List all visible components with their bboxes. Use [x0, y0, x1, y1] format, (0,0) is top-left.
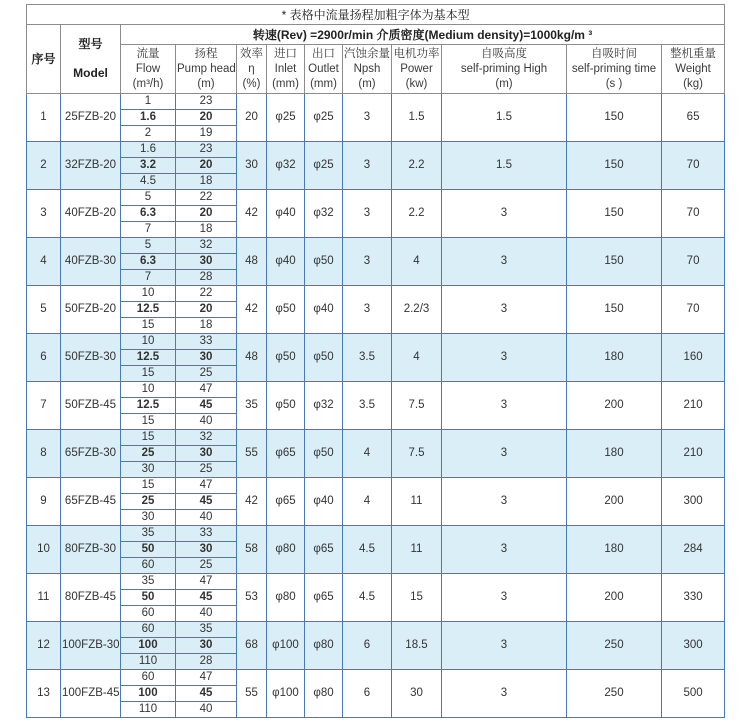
cell-no: 9	[27, 478, 61, 526]
col-header-inlet-en: Inlet	[274, 62, 297, 75]
cell-flow: 10	[121, 334, 176, 350]
cell-npsh: 3.5	[343, 334, 392, 382]
col-header-outlet-unit: (mm)	[310, 77, 337, 90]
cell-inlet: φ65	[267, 430, 305, 478]
cell-flow: 1.6	[121, 142, 176, 158]
model-row-line-1	[27, 238, 725, 254]
col-header-no: 序号	[27, 25, 61, 94]
cell-flow-basic: 12.5	[121, 350, 176, 366]
cell-npsh: 3	[343, 286, 392, 334]
cell-power: 2.2	[392, 142, 442, 190]
col-header-npsh-cn: 汽蚀余量	[344, 47, 390, 60]
model-row-line-1	[27, 526, 725, 542]
cell-head: 33	[176, 526, 237, 542]
cell-head: 40	[176, 606, 237, 622]
cell-npsh: 4	[343, 430, 392, 478]
cell-flow: 7	[121, 222, 176, 238]
cell-model: 65FZB-30	[61, 430, 121, 478]
cell-eta: 35	[237, 382, 267, 430]
cell-flow: 60	[121, 606, 176, 622]
cell-no: 3	[27, 190, 61, 238]
cell-head-basic: 20	[176, 206, 237, 222]
col-header-inlet-unit: (mm)	[272, 77, 299, 90]
cell-power: 4	[392, 334, 442, 382]
cell-inlet: φ40	[267, 238, 305, 286]
cell-head-basic: 45	[176, 590, 237, 606]
table-header	[27, 5, 725, 94]
cell-npsh: 3	[343, 238, 392, 286]
col-header-model-en: Model	[73, 66, 108, 80]
cell-flow: 35	[121, 574, 176, 590]
column-header-row	[27, 45, 725, 94]
col-header-eta-symbol: η	[248, 62, 255, 75]
col-header-eta	[237, 45, 267, 94]
cell-weight: 70	[662, 190, 725, 238]
col-header-priming-time-unit: (s )	[605, 77, 623, 90]
cell-no: 13	[27, 670, 61, 718]
cell-model: 40FZB-30	[61, 238, 121, 286]
col-header-priming-height-unit: (m)	[495, 77, 513, 90]
cell-no: 6	[27, 334, 61, 382]
cell-priming-time: 200	[567, 574, 662, 622]
cell-priming-time: 150	[567, 190, 662, 238]
col-header-outlet-en: Outlet	[308, 62, 339, 75]
cell-flow: 10	[121, 286, 176, 302]
cell-weight: 210	[662, 430, 725, 478]
cell-priming-height: 3	[442, 382, 567, 430]
cell-eta: 55	[237, 430, 267, 478]
pump-spec-table	[26, 4, 725, 718]
cell-head-basic: 45	[176, 686, 237, 702]
cell-eta: 68	[237, 622, 267, 670]
subtitle-row	[27, 25, 725, 45]
cell-outlet: φ65	[305, 526, 343, 574]
cell-head: 18	[176, 174, 237, 190]
col-header-weight-en: Weight	[675, 62, 711, 75]
cell-eta: 48	[237, 334, 267, 382]
cell-priming-time: 250	[567, 670, 662, 718]
cell-flow-basic: 100	[121, 638, 176, 654]
cell-outlet: φ50	[305, 334, 343, 382]
cell-head: 47	[176, 478, 237, 494]
cell-head: 47	[176, 574, 237, 590]
cell-outlet: φ32	[305, 190, 343, 238]
cell-eta: 30	[237, 142, 267, 190]
model-row-line-1	[27, 94, 725, 110]
cell-outlet: φ50	[305, 430, 343, 478]
cell-weight: 210	[662, 382, 725, 430]
model-row-line-1	[27, 430, 725, 446]
table-body	[27, 94, 725, 718]
cell-npsh: 3	[343, 142, 392, 190]
cell-priming-time: 150	[567, 94, 662, 142]
cell-eta: 53	[237, 574, 267, 622]
cell-priming-height: 3	[442, 334, 567, 382]
col-header-inlet-cn: 进口	[274, 47, 297, 60]
col-header-head-unit: (m)	[197, 77, 215, 90]
cell-head-basic: 30	[176, 542, 237, 558]
cell-flow-basic: 50	[121, 542, 176, 558]
cell-head-basic: 45	[176, 494, 237, 510]
cell-npsh: 4.5	[343, 526, 392, 574]
cell-flow: 110	[121, 654, 176, 670]
col-header-priming-height-cn: 自吸高度	[481, 47, 527, 60]
cell-eta: 48	[237, 238, 267, 286]
cell-eta: 42	[237, 286, 267, 334]
cell-head: 47	[176, 670, 237, 686]
model-row-line-1	[27, 286, 725, 302]
cell-flow: 60	[121, 670, 176, 686]
cell-model: 65FZB-45	[61, 478, 121, 526]
cell-flow: 35	[121, 526, 176, 542]
cell-model: 100FZB-30	[61, 622, 121, 670]
cell-power: 11	[392, 526, 442, 574]
cell-priming-time: 250	[567, 622, 662, 670]
cell-power: 11	[392, 478, 442, 526]
cell-flow: 5	[121, 190, 176, 206]
cell-priming-time: 180	[567, 430, 662, 478]
col-header-outlet	[305, 45, 343, 94]
cell-flow: 1	[121, 94, 176, 110]
cell-outlet: φ50	[305, 238, 343, 286]
cell-head: 23	[176, 142, 237, 158]
cell-weight: 284	[662, 526, 725, 574]
cell-power: 7.5	[392, 430, 442, 478]
cell-flow-basic: 6.3	[121, 254, 176, 270]
model-row-line-1	[27, 190, 725, 206]
cell-npsh: 4	[343, 478, 392, 526]
cell-model: 25FZB-20	[61, 94, 121, 142]
cell-model: 32FZB-20	[61, 142, 121, 190]
cell-flow-basic: 1.6	[121, 110, 176, 126]
cell-priming-time: 150	[567, 238, 662, 286]
cell-flow: 15	[121, 414, 176, 430]
cell-npsh: 3	[343, 190, 392, 238]
cell-no: 10	[27, 526, 61, 574]
cell-flow: 10	[121, 382, 176, 398]
cell-priming-height: 3	[442, 478, 567, 526]
cell-flow: 110	[121, 702, 176, 718]
cell-model: 50FZB-20	[61, 286, 121, 334]
cell-flow-basic: 25	[121, 494, 176, 510]
cell-head: 25	[176, 558, 237, 574]
cell-model: 80FZB-45	[61, 574, 121, 622]
cell-head-basic: 20	[176, 302, 237, 318]
col-header-weight-unit: (kg)	[683, 77, 703, 90]
cell-head-basic: 30	[176, 446, 237, 462]
col-header-priming-time	[567, 45, 662, 94]
cell-model: 50FZB-30	[61, 334, 121, 382]
cell-flow: 2	[121, 126, 176, 142]
model-row-line-1	[27, 622, 725, 638]
cell-head-basic: 45	[176, 398, 237, 414]
title-row	[27, 5, 725, 25]
cell-npsh: 6	[343, 622, 392, 670]
cell-flow-basic: 6.3	[121, 206, 176, 222]
cell-head: 32	[176, 238, 237, 254]
col-header-priming-height	[442, 45, 567, 94]
cell-npsh: 4.5	[343, 574, 392, 622]
cell-head-basic: 20	[176, 158, 237, 174]
cell-priming-height: 1.5	[442, 94, 567, 142]
cell-no: 4	[27, 238, 61, 286]
cell-power: 1.5	[392, 94, 442, 142]
cell-flow: 30	[121, 510, 176, 526]
cell-eta: 20	[237, 94, 267, 142]
cell-head: 22	[176, 190, 237, 206]
cell-weight: 70	[662, 286, 725, 334]
cell-priming-time: 150	[567, 286, 662, 334]
model-row-line-1	[27, 142, 725, 158]
cell-priming-time: 200	[567, 382, 662, 430]
cell-no: 2	[27, 142, 61, 190]
col-header-npsh-unit: (m)	[358, 77, 376, 90]
cell-head: 40	[176, 414, 237, 430]
cell-outlet: φ80	[305, 670, 343, 718]
cell-head-basic: 20	[176, 110, 237, 126]
cell-head: 23	[176, 94, 237, 110]
cell-power: 2.2/3	[392, 286, 442, 334]
model-row-line-1	[27, 334, 725, 350]
cell-priming-height: 3	[442, 526, 567, 574]
col-header-flow-unit: (m³/h)	[132, 77, 164, 90]
cell-npsh: 3.5	[343, 382, 392, 430]
col-header-npsh	[343, 45, 392, 94]
cell-flow: 30	[121, 462, 176, 478]
cell-weight: 300	[662, 622, 725, 670]
cell-outlet: φ80	[305, 622, 343, 670]
cell-head: 19	[176, 126, 237, 142]
cell-flow: 7	[121, 270, 176, 286]
cell-flow: 4.5	[121, 174, 176, 190]
cell-priming-height: 3	[442, 286, 567, 334]
cell-weight: 160	[662, 334, 725, 382]
cell-flow-basic: 50	[121, 590, 176, 606]
cell-npsh: 3	[343, 94, 392, 142]
model-row-line-1	[27, 382, 725, 398]
cell-head: 47	[176, 382, 237, 398]
col-header-head	[176, 45, 237, 94]
cell-head: 35	[176, 622, 237, 638]
cell-head: 33	[176, 334, 237, 350]
cell-no: 7	[27, 382, 61, 430]
cell-inlet: φ65	[267, 478, 305, 526]
cell-npsh: 6	[343, 670, 392, 718]
cell-priming-height: 1.5	[442, 142, 567, 190]
cell-inlet: φ50	[267, 334, 305, 382]
cell-head: 22	[176, 286, 237, 302]
cell-flow: 15	[121, 430, 176, 446]
cell-weight: 65	[662, 94, 725, 142]
cell-priming-height: 3	[442, 622, 567, 670]
cell-no: 12	[27, 622, 61, 670]
col-header-inlet	[267, 45, 305, 94]
cell-weight: 330	[662, 574, 725, 622]
model-row-line-1	[27, 478, 725, 494]
cell-model: 100FZB-45	[61, 670, 121, 718]
cell-no: 1	[27, 94, 61, 142]
cell-head: 28	[176, 270, 237, 286]
col-header-eta-unit: (%)	[242, 77, 261, 90]
cell-flow: 60	[121, 622, 176, 638]
col-header-head-en: Pump head	[177, 62, 236, 75]
cell-power: 30	[392, 670, 442, 718]
col-header-power	[392, 45, 442, 94]
rev-density-note: 转速(Rev) =2900r/min 介质密度(Medium density)=1000kg/m ³	[121, 25, 725, 45]
col-header-flow-cn: 流量	[136, 47, 160, 60]
table-title: * 表格中流量扬程加粗字体为基本型	[27, 5, 725, 25]
col-header-head-cn: 扬程	[194, 47, 218, 60]
cell-inlet: φ50	[267, 286, 305, 334]
col-header-power-cn: 电机功率	[393, 47, 440, 60]
cell-flow: 15	[121, 366, 176, 382]
col-header-priming-time-cn: 自吸时间	[591, 47, 637, 60]
cell-no: 11	[27, 574, 61, 622]
cell-priming-height: 3	[442, 430, 567, 478]
model-row-line-1	[27, 670, 725, 686]
cell-head-basic: 30	[176, 350, 237, 366]
cell-outlet: φ65	[305, 574, 343, 622]
cell-inlet: φ50	[267, 382, 305, 430]
cell-weight: 300	[662, 478, 725, 526]
cell-power: 2.2	[392, 190, 442, 238]
cell-priming-time: 150	[567, 142, 662, 190]
col-header-power-en: Power	[400, 62, 433, 75]
cell-head: 40	[176, 510, 237, 526]
col-header-outlet-cn: 出口	[312, 47, 335, 60]
cell-head-basic: 30	[176, 254, 237, 270]
cell-outlet: φ25	[305, 142, 343, 190]
cell-outlet: φ40	[305, 286, 343, 334]
col-header-flow-en: Flow	[135, 62, 161, 75]
cell-flow-basic: 100	[121, 686, 176, 702]
cell-priming-height: 3	[442, 670, 567, 718]
cell-flow: 60	[121, 558, 176, 574]
cell-head: 25	[176, 462, 237, 478]
cell-head-basic: 30	[176, 638, 237, 654]
cell-outlet: φ25	[305, 94, 343, 142]
cell-flow-basic: 3.2	[121, 158, 176, 174]
cell-no: 5	[27, 286, 61, 334]
cell-priming-height: 3	[442, 238, 567, 286]
cell-flow: 15	[121, 318, 176, 334]
cell-inlet: φ100	[267, 670, 305, 718]
col-header-eta-cn: 效率	[240, 47, 263, 60]
cell-inlet: φ32	[267, 142, 305, 190]
col-header-weight	[662, 45, 725, 94]
col-header-power-unit: (kw)	[405, 77, 428, 90]
cell-flow: 5	[121, 238, 176, 254]
cell-outlet: φ32	[305, 382, 343, 430]
cell-power: 4	[392, 238, 442, 286]
cell-head: 28	[176, 654, 237, 670]
cell-priming-time: 200	[567, 478, 662, 526]
cell-inlet: φ25	[267, 94, 305, 142]
col-header-priming-height-en: self-priming High	[460, 62, 548, 75]
cell-weight: 500	[662, 670, 725, 718]
col-header-model-cn: 型号	[78, 37, 103, 51]
col-header-priming-time-en: self-priming time	[571, 62, 657, 75]
cell-inlet: φ80	[267, 574, 305, 622]
cell-model: 50FZB-45	[61, 382, 121, 430]
cell-flow-basic: 25	[121, 446, 176, 462]
cell-head: 40	[176, 702, 237, 718]
cell-no: 8	[27, 430, 61, 478]
col-header-model	[61, 25, 121, 94]
cell-flow-basic: 12.5	[121, 302, 176, 318]
cell-power: 7.5	[392, 382, 442, 430]
cell-inlet: φ80	[267, 526, 305, 574]
cell-head: 18	[176, 318, 237, 334]
cell-eta: 42	[237, 478, 267, 526]
cell-eta: 55	[237, 670, 267, 718]
cell-inlet: φ40	[267, 190, 305, 238]
cell-weight: 70	[662, 238, 725, 286]
cell-power: 15	[392, 574, 442, 622]
cell-eta: 58	[237, 526, 267, 574]
cell-outlet: φ40	[305, 478, 343, 526]
cell-priming-time: 180	[567, 334, 662, 382]
cell-weight: 70	[662, 142, 725, 190]
cell-priming-height: 3	[442, 574, 567, 622]
cell-head: 25	[176, 366, 237, 382]
cell-head: 32	[176, 430, 237, 446]
cell-flow: 15	[121, 478, 176, 494]
model-row-line-1	[27, 574, 725, 590]
cell-priming-height: 3	[442, 190, 567, 238]
cell-eta: 42	[237, 190, 267, 238]
cell-flow-basic: 12.5	[121, 398, 176, 414]
col-header-flow	[121, 45, 176, 94]
col-header-weight-cn: 整机重量	[670, 47, 717, 60]
cell-model: 40FZB-20	[61, 190, 121, 238]
cell-power: 18.5	[392, 622, 442, 670]
cell-model: 80FZB-30	[61, 526, 121, 574]
cell-priming-time: 180	[567, 526, 662, 574]
cell-inlet: φ100	[267, 622, 305, 670]
cell-head: 18	[176, 222, 237, 238]
col-header-npsh-en: Npsh	[353, 62, 381, 75]
